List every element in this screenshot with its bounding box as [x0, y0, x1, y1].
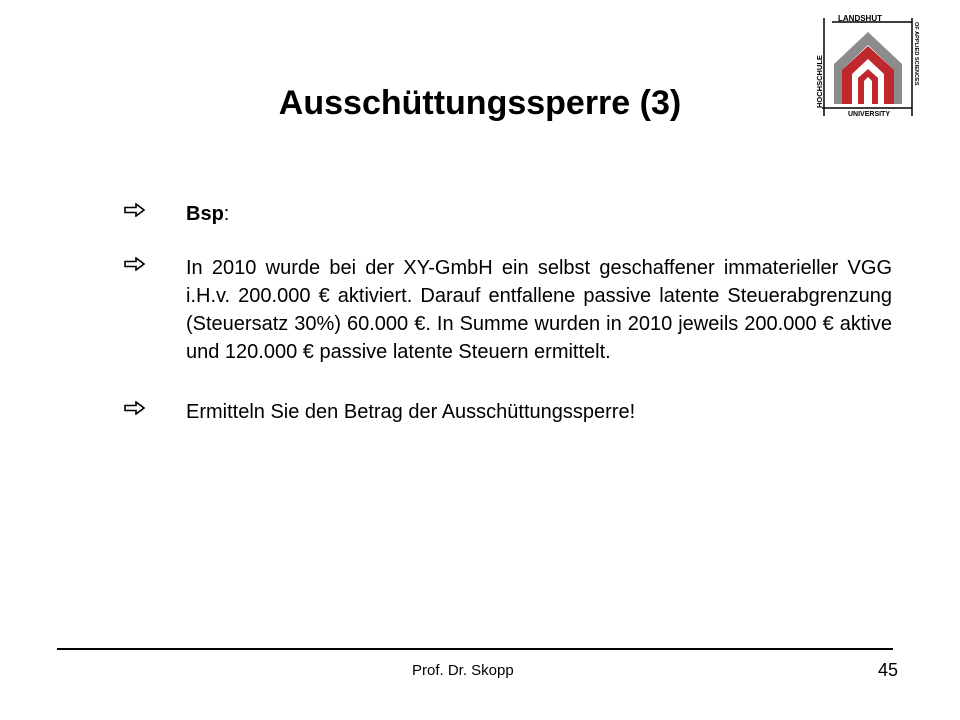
- footer-divider: [57, 648, 893, 650]
- hollow-arrow-right-icon: [124, 398, 186, 420]
- logo-text-top: LANDSHUT: [838, 14, 882, 23]
- page-number: 45: [878, 660, 899, 680]
- bullet-strong: Bsp: [186, 203, 224, 225]
- hollow-arrow-right-icon: [124, 200, 186, 222]
- bullet-text: [186, 200, 892, 228]
- logo-text-left: HOCHSCHULE: [815, 55, 824, 108]
- footer-author: Prof. Dr. Skopp: [412, 662, 514, 679]
- bullet-suffix: :: [223, 203, 230, 225]
- hollow-arrow-right-icon: [124, 254, 186, 276]
- logo-text-right: OF APPLIED SCIENCES: [913, 22, 919, 86]
- bullet-list: [124, 200, 892, 452]
- university-logo: [812, 12, 922, 120]
- slide-title: Ausschüttungssperre (3): [278, 84, 682, 122]
- bullet-example: [124, 200, 892, 228]
- bullet-text: Ermitteln Sie den Betrag der Ausschüttungssperre!: [186, 401, 636, 423]
- bullet-task: [124, 398, 892, 426]
- logo-text-bottom: UNIVERSITY: [848, 111, 891, 118]
- bullet-scenario: [124, 254, 892, 366]
- bullet-text: In 2010 wurde bei der XY-GmbH ein selbst geschaffener immaterieller VGG i.H.v. 200.000 € aktiviert. Darauf entfallene passive latente Steuerabgrenzung (Steuersatz 30%) 60.000 €. In Summe wurden in 2010 jeweils 200.000 € aktive und 120.000 € passive latente Steuern ermittelt.: [186, 257, 892, 363]
